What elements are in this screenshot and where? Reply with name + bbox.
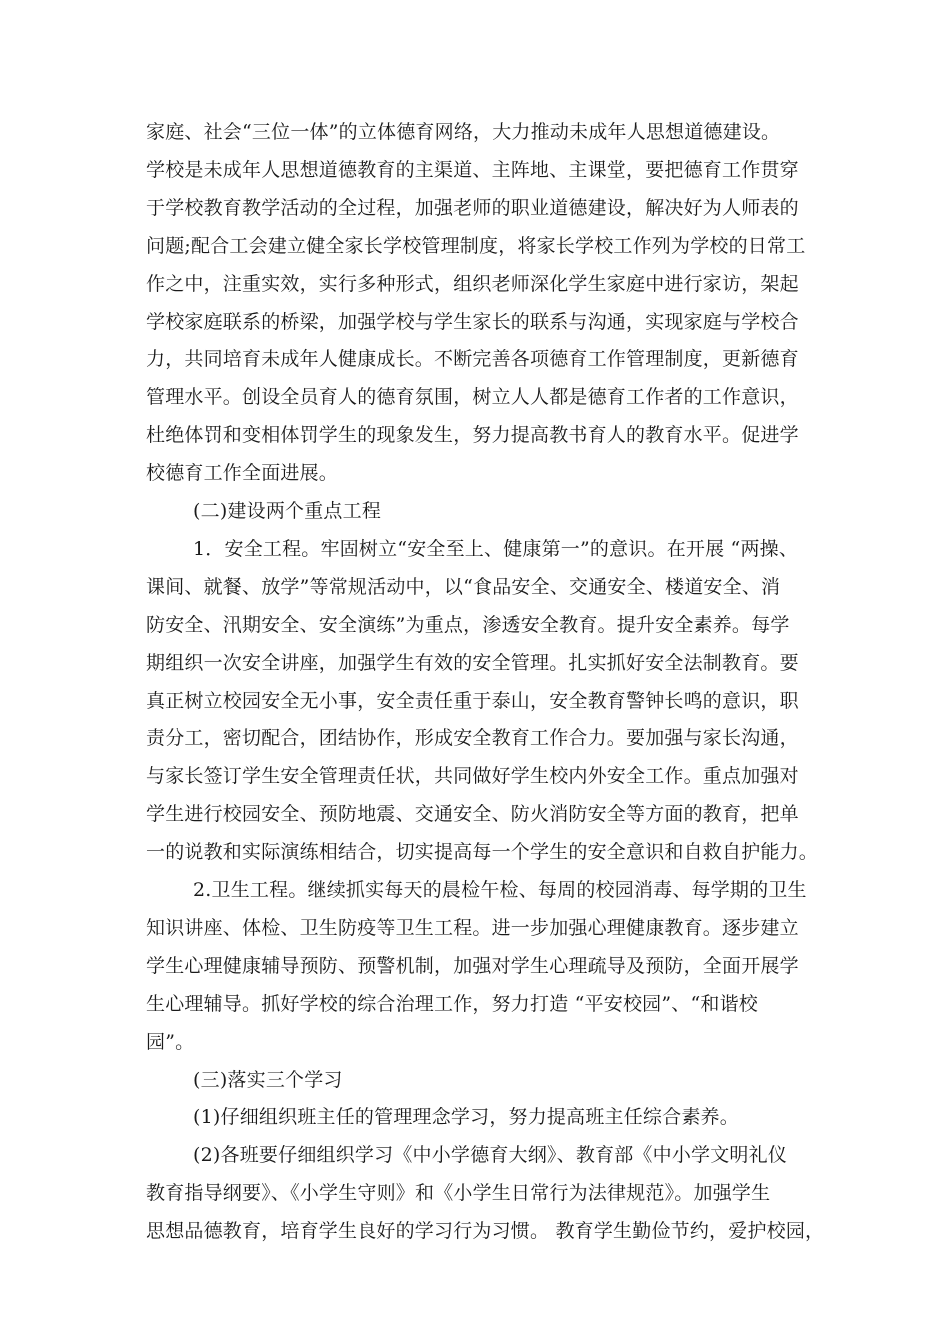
text-line: 问题;配合工会建立健全家长学校管理制度，将家长学校工作列为学校的日常工 [146, 235, 806, 257]
text-line: 杜绝体罚和变相体罚学生的现象发生，努力提高教书育人的教育水平。促进学 [146, 424, 799, 446]
text-line: 管理水平。创设全员育人的德育氛围，树立人人都是德育工作者的工作意识， [146, 386, 799, 408]
text-line: 真正树立校园安全无小事，安全责任重于泰山，安全教育警钟长鸣的意识，职 [146, 690, 799, 712]
text-line: 学生进行校园安全、预防地震、交通安全、防火消防安全等方面的教育，把单 [146, 803, 799, 825]
text-line: 作之中，注重实效，实行多种形式，组织老师深化学生家庭中进行家访，架起 [146, 273, 799, 295]
text-line: (二)建设两个重点工程 [193, 500, 382, 522]
text-line: 责分工，密切配合，团结协作，形成安全教育工作合力。要加强与家长沟通， [146, 727, 799, 749]
text-line: 期组织一次安全讲座，加强学生有效的安全管理。扎实抓好安全法制教育。要 [146, 652, 799, 674]
text-line: 知识讲座、体检、卫生防疫等卫生工程。进一步加强心理健康教育。逐步建立 [146, 917, 799, 939]
text-line: 思想品德教育，培育学生良好的学习行为习惯。 教育学生勤俭节约，爱护校园， [146, 1220, 825, 1242]
text-line: 家庭、社会“三位一体”的立体德育网络，大力推动未成年人思想道德建设。 [146, 121, 781, 143]
text-line: 教育指导纲要》、《小学生守则》和《小学生日常行为法律规范》。加强学生 [146, 1182, 771, 1204]
text-line: 力，共同培育未成年人健康成长。不断完善各项德育工作管理制度，更新德育 [146, 348, 799, 370]
text-line: 防安全、汛期安全、安全演练”为重点，渗透安全教育。提升安全素养。每学 [146, 614, 790, 636]
text-line: (三)落实三个学习 [193, 1069, 343, 1091]
text-line: 一的说教和实际演练相结合，切实提高每一个学生的安全意识和自救自护能力。 [146, 841, 819, 863]
text-line: 课间、就餐、放学”等常规活动中，以“食品安全、交通安全、楼道安全、消 [146, 576, 781, 598]
text-line: 学校是未成年人思想道德教育的主渠道、主阵地、主课堂，要把德育工作贯穿 [146, 159, 799, 181]
text-line: 与家长签订学生安全管理责任状，共同做好学生校内外安全工作。重点加强对 [146, 765, 799, 787]
text-line: 园”。 [146, 1031, 195, 1053]
text-line: 1．安全工程。牢固树立“安全至上、健康第一”的意识。在开展 “两操、 [193, 538, 799, 560]
text-line: (2)各班要仔细组织学习《中小学德育大纲》、教育部《中小学文明礼仪 [193, 1144, 788, 1166]
text-line: 生心理辅导。抓好学校的综合治理工作，努力打造 “平安校园”、“和谐校 [146, 993, 758, 1015]
text-line: (1)仔细组织班主任的管理理念学习，努力提高班主任综合素养。 [193, 1106, 739, 1128]
text-line: 2.卫生工程。继续抓实每天的晨检午检、每周的校园消毒、每学期的卫生 [193, 879, 807, 901]
text-line: 学生心理健康辅导预防、预警机制，加强对学生心理疏导及预防，全面开展学 [146, 955, 799, 977]
text-line: 学校家庭联系的桥梁，加强学校与学生家长的联系与沟通，实现家庭与学校合 [146, 311, 799, 333]
text-line: 校德育工作全面进展。 [146, 462, 339, 484]
text-line: 于学校教育教学活动的全过程，加强老师的职业道德建设，解决好为人师表的 [146, 197, 799, 219]
